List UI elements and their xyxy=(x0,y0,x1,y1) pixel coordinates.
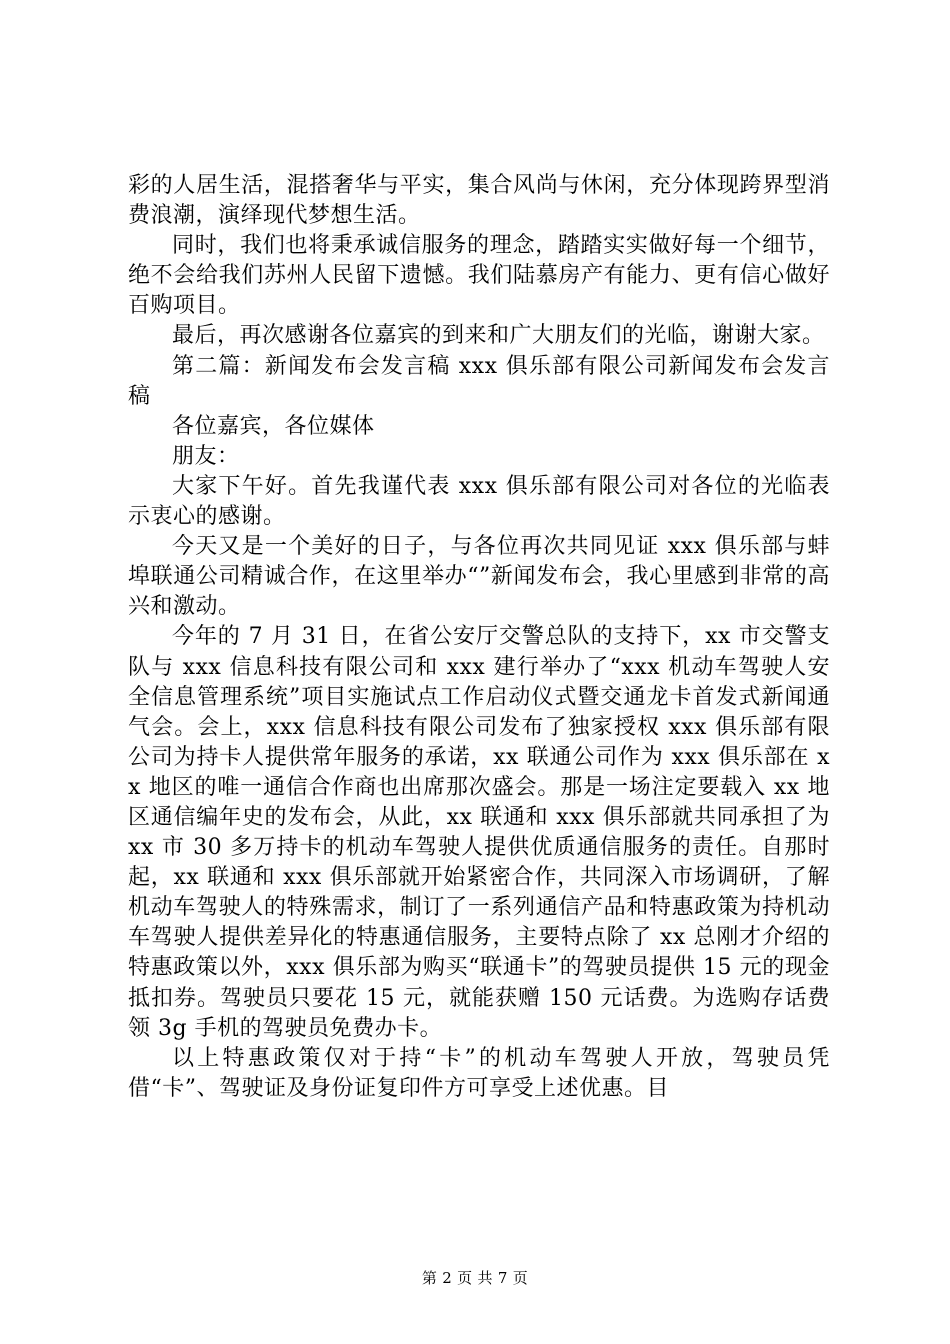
salutation-line-2: 朋友： xyxy=(172,443,240,469)
paragraph-greeting: 大家下午好。首先我谨代表 xxx 俱乐部有限公司对各位的光临表示衷心的感谢。 xyxy=(128,473,830,530)
page-number-footer: 第 2 页 共 7 页 xyxy=(421,1269,529,1287)
salutation-line-1: 各位嘉宾，各位媒体 xyxy=(172,413,375,439)
paragraph-thanks: 最后，再次感谢各位嘉宾的到来和广大朋友们的光临，谢谢大家。 xyxy=(172,323,825,349)
paragraph-history: 今年的 7 月 31 日，在省公安厅交警总队的支持下，xx 市交警支队与 xxx 信息科技有限公司和 xxx 建行举办了“xxx 机动车驾驶人安全信息管理系统”项目实施试点工作启动仪式暨交通龙卡首发式新闻通气会。会上，xxx 信息科技有限公司发布了独家授权 xxx 俱乐部有限公司为持卡人提供常年服务的承诺，xx 联通公司作为 xxx 俱乐部在 xx 地区的唯一通信合作商也出席那次盛会。那是一场注定要载入 xx 地区通信编年史的发布会，从此，xx 联通和 xxx 俱乐部就共同承担了为 xx 市 30 多万持卡的机动车驾驶人提供优质通信服务的责任。自那时起，xx 联通和 xxx 俱乐部就开始紧密合作，共同深入市场调研，了解机动车驾驶人的特殊需求，制订了一系列通信产品和特惠政策为持机动车驾驶人提供差异化的特惠通信服务，主要特点除了 xx 总刚才介绍的特惠政策以外，xxx 俱乐部为购买“联通卡”的驾驶员提供 15 元的现金抵扣券。驾驶员只要花 15 元，就能获赠 150 元话费。为选购存话费领 3g 手机的驾驶员免费办卡。 xyxy=(128,624,830,1041)
paragraph-occasion: 今天又是一个美好的日子，与各位再次共同见证 xxx 俱乐部与蚌埠联通公司精诚合作，在这里举办“”新闻发布会，我心里感到非常的高兴和激动。 xyxy=(128,534,830,620)
section-title: 第二篇：新闻发布会发言稿 xxx 俱乐部有限公司新闻发布会发言稿 xyxy=(128,353,830,409)
paragraph-continuation: 彩的人居生活，混搭奢华与平实，集合风尚与休闲，充分体现跨界型消费浪潮，演绎现代梦想生活。 xyxy=(128,173,830,229)
paragraph-commitment: 同时，我们也将秉承诚信服务的理念，踏踏实实做好每一个细节，绝不会给我们苏州人民留下遗憾。我们陆慕房产有能力、更有信心做好百购项目。 xyxy=(128,233,830,319)
document-body xyxy=(128,171,830,1104)
paragraph-policy: 以上特惠政策仅对于持“卡”的机动车驾驶人开放，驾驶员凭借“卡”、驾驶证及身份证复印件方可享受上述优惠。目 xyxy=(128,1045,830,1101)
